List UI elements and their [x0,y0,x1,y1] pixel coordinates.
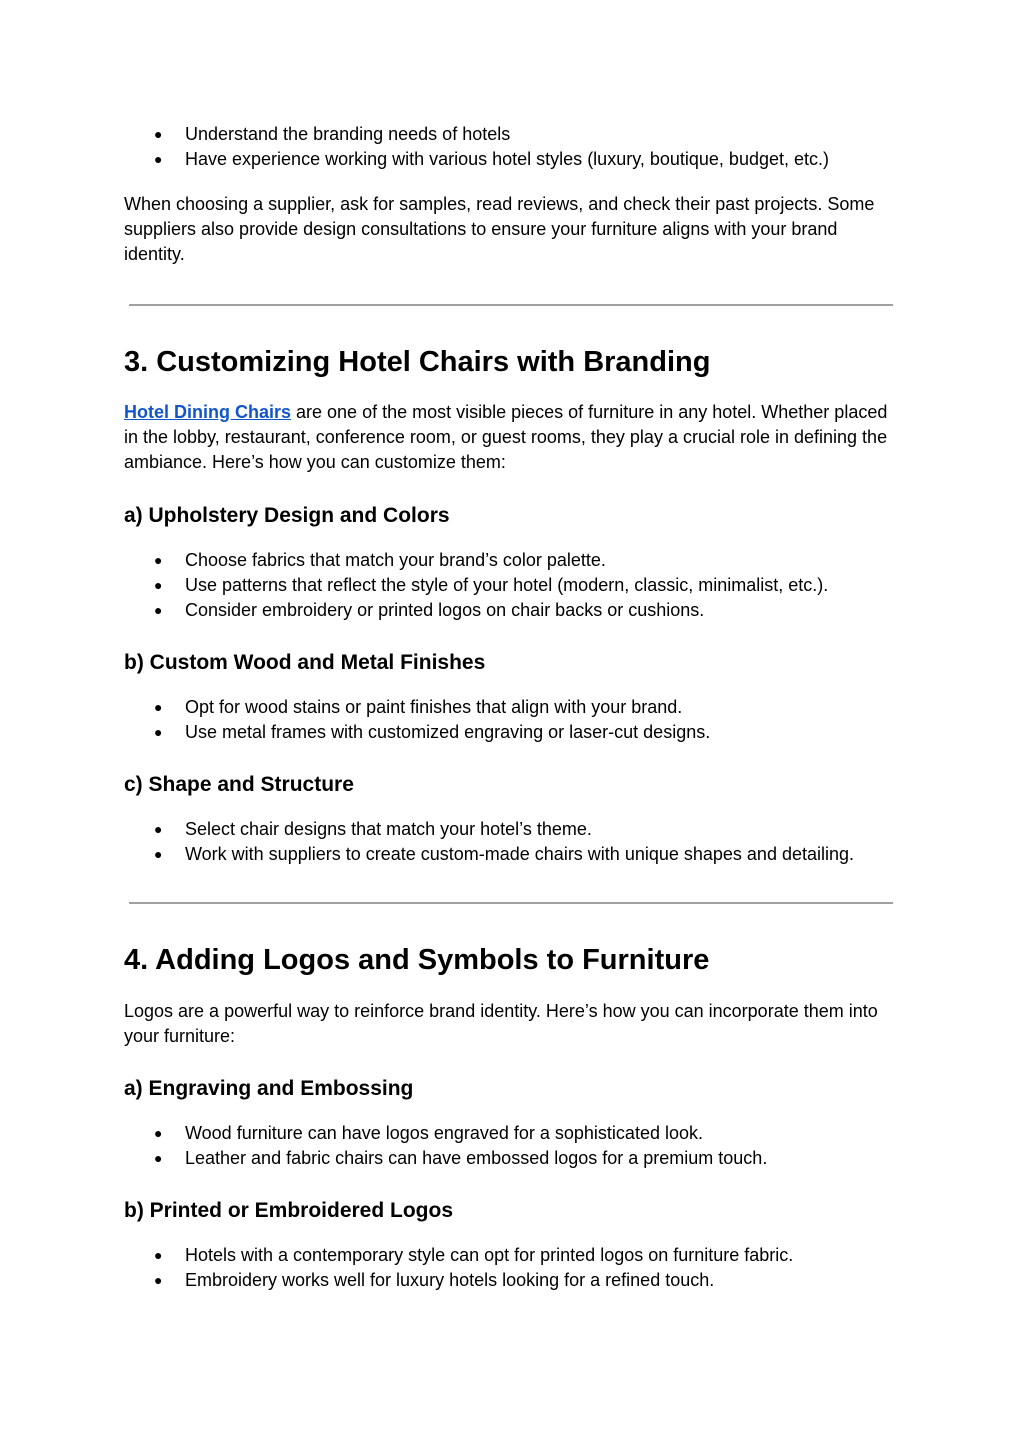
bullet-icon: ● [154,821,163,837]
bullet-icon: ● [154,724,163,740]
bullet-icon: ● [154,151,163,167]
list-item: ● Leather and fabric chairs can have embossed logos for a premium touch. [124,1146,896,1171]
list-item: ● Hotels with a contemporary style can opt for printed logos on furniture fabric. [124,1243,896,1268]
list-item: ● Embroidery works well for luxury hotels looking for a refined touch. [124,1268,896,1293]
bullet-icon: ● [154,1272,163,1288]
bullet-icon: ● [154,552,163,568]
printed-embroidered-bullet-list [124,1243,896,1293]
document-page [124,122,896,1293]
list-item: ● Select chair designs that match your hotel’s theme. [124,817,896,842]
list-item: ● Work with suppliers to create custom-made chairs with unique shapes and detailing. [124,842,896,867]
bullet-icon: ● [154,1125,163,1141]
section-divider [129,902,893,904]
section-3-intro: Hotel Dining Chairs are one of the most visible pieces of furniture in any hotel. Whether placed in the lobby, restaurant, conference room, or guest rooms, they play a crucial role in defining the ambiance. Here’s how you can customize them: [124,402,888,472]
bullet-icon: ● [154,1247,163,1263]
list-item: ● Understand the branding needs of hotels [124,122,896,147]
subheading-printed-embroidered: b) Printed or Embroidered Logos [124,1199,454,1222]
wood-metal-bullet-list [124,695,896,745]
bullet-icon: ● [154,577,163,593]
bullet-icon: ● [154,602,163,618]
bullet-icon: ● [154,846,163,862]
subheading-shape-structure: c) Shape and Structure [124,773,354,796]
bullet-icon: ● [154,1150,163,1166]
supplier-paragraph: When choosing a supplier, ask for samples, read reviews, and check their past projects. Some suppliers also provide design consultations to ensure your furniture aligns with your brand identity. [124,194,875,264]
hotel-dining-chairs-link[interactable]: Hotel Dining Chairs [124,402,292,422]
list-item: ● Use patterns that reflect the style of your hotel (modern, classic, minimalist, etc.). [124,573,896,598]
list-item: ● Use metal frames with customized engraving or laser-cut designs. [124,720,896,745]
upholstery-bullet-list [124,548,896,623]
engraving-bullet-list [124,1121,896,1171]
bullet-icon: ● [154,126,163,142]
subheading-wood-metal: b) Custom Wood and Metal Finishes [124,651,486,674]
section-divider [129,304,893,306]
section-3-title: 3. Customizing Hotel Chairs with Branding [124,346,711,378]
bullet-icon: ● [154,699,163,715]
section-4-title: 4. Adding Logos and Symbols to Furniture [124,944,710,976]
subheading-engraving: a) Engraving and Embossing [124,1077,414,1100]
list-item: ● Have experience working with various hotel styles (luxury, boutique, budget, etc.) [124,147,896,172]
list-item: ● Consider embroidery or printed logos on chair backs or cushions. [124,598,896,623]
top-bullet-list [124,122,896,172]
list-item: ● Wood furniture can have logos engraved for a sophisticated look. [124,1121,896,1146]
list-item: ● Choose fabrics that match your brand’s color palette. [124,548,896,573]
list-item: ● Opt for wood stains or paint finishes that align with your brand. [124,695,896,720]
section-4-intro: Logos are a powerful way to reinforce brand identity. Here’s how you can incorporate them into your furniture: [124,1001,878,1046]
subheading-upholstery: a) Upholstery Design and Colors [124,504,450,527]
shape-structure-bullet-list [124,817,896,867]
